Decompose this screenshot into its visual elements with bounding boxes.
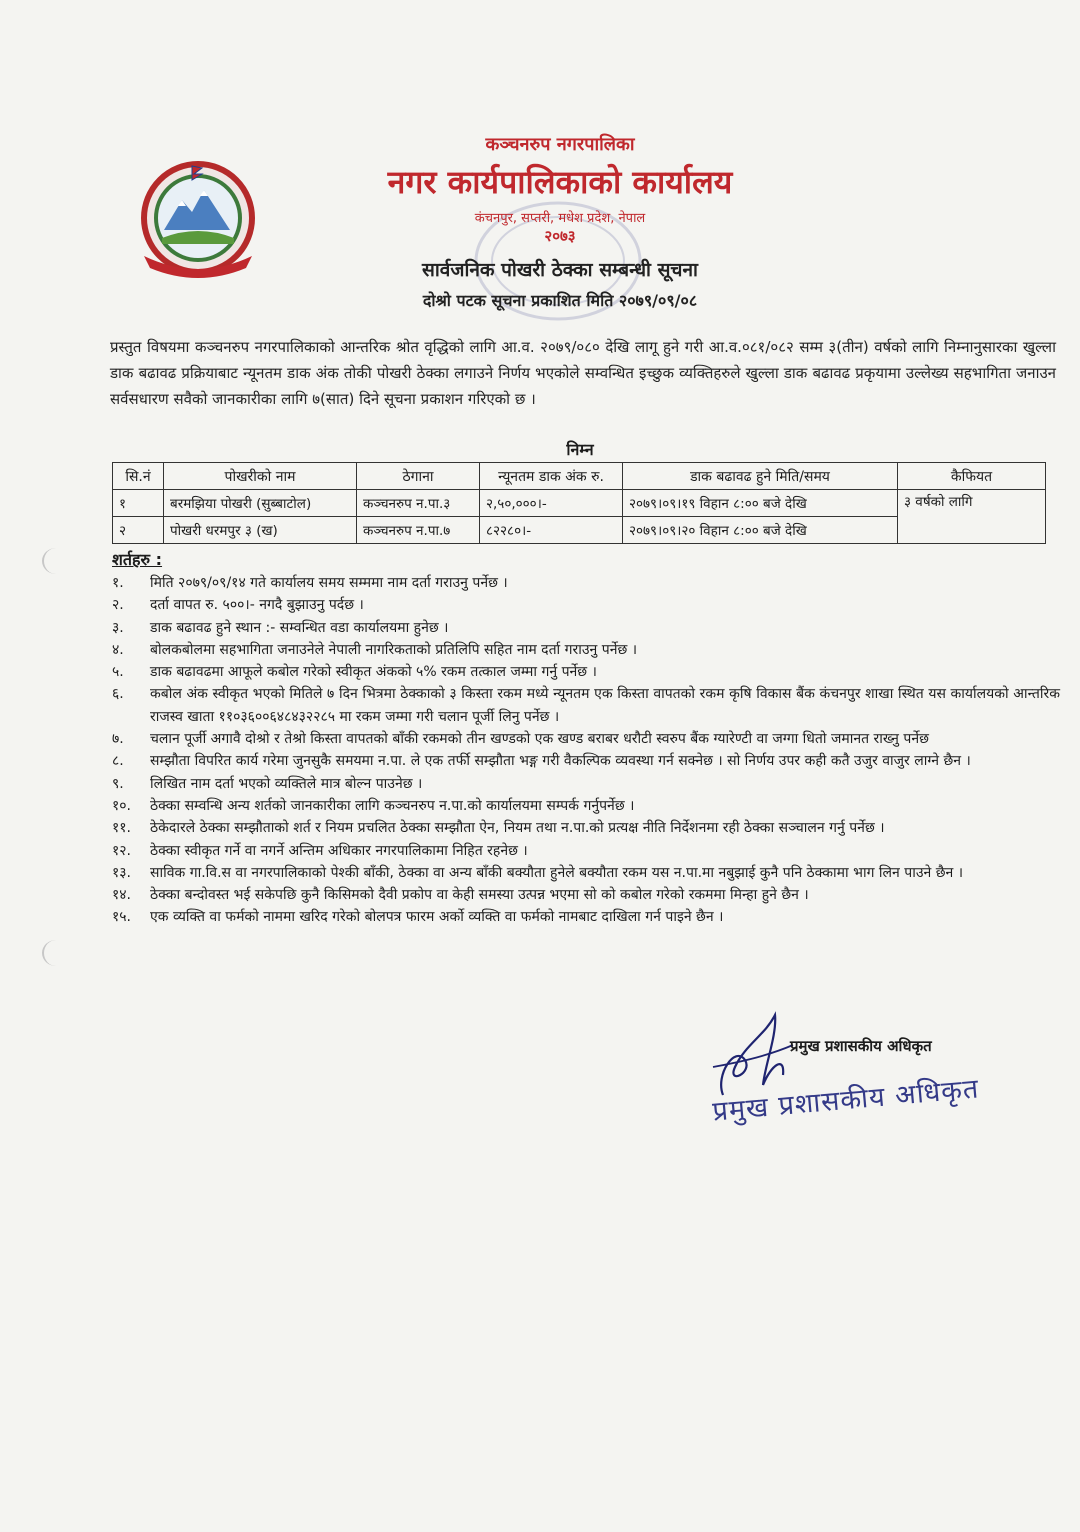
notice-title: सार्वजनिक पोखरी ठेक्का सम्बन्धी सूचना — [422, 259, 698, 281]
condition-number: ८. — [112, 753, 124, 770]
table-header-row — [113, 463, 1046, 490]
cell-remarks: ३ वर्षको लागि — [898, 490, 1046, 544]
nepal-emblem-logo — [134, 160, 262, 282]
conditions-heading: शर्तहरु : — [112, 550, 163, 569]
condition-item — [112, 639, 1060, 661]
condition-text: चलान पूर्जी अगावै दोश्रो र तेश्रो किस्ता वापतको बाँकी रकमको तीन खण्डको एक खण्ड बराबर धरौटी स्वरुप बैंक ग्यारेण्टी वा जग्गा धितो जमानत राख्नु पर्नेछ — [150, 731, 929, 748]
condition-number: १४. — [112, 887, 132, 904]
condition-text: साविक गा.वि.स वा नगरपालिकाको पेश्की बाँकी, ठेक्का वा अन्य बाँकी बक्यौता हुनेले बक्यौता रकम यस न.पा.मा नबुझाई कुनै पनि ठेक्कामा भाग लिन पाउने छैन । — [150, 864, 964, 881]
cell-address: कञ्चनरुप न.पा.३ — [357, 490, 480, 517]
condition-text: मिति २०७९/०९/१४ गते कार्यालय समय सम्ममा नाम दर्ता गराउनु पर्नेछ । — [150, 575, 508, 591]
cell-sn: २ — [113, 517, 164, 544]
cell-sn: १ — [113, 490, 164, 517]
condition-number: २. — [112, 597, 124, 614]
condition-text: ठेकेदारले ठेक्का सम्झौताको शर्त र नियम प्रचलित ठेक्का सम्झौता ऐन, नियम तथा न.पा.को प्रत्यक्ष नीति निर्देशनमा रही ठेक्का सञ्चालन गर्नु पर्नेछ । — [150, 820, 885, 837]
condition-number: १५. — [112, 909, 132, 926]
condition-text: सम्झौता विपरित कार्य गरेमा जुनसुकै समयमा न.पा. ले एक तर्फी सम्झौता भङ्ग गरी वैकल्पिक व्यवस्था गर्न सक्नेछ । सो निर्णय उपर कही कतै उजुर वाजुर लाग्ने छैन । — [150, 753, 971, 770]
header-min-bid: न्यूनतम डाक अंक रु. — [480, 463, 623, 490]
condition-number: ११. — [112, 820, 132, 837]
office-address: कंचनपुर, सप्तरी, मधेश प्रदेश, नेपाल — [474, 211, 646, 226]
punch-hole-mark — [42, 548, 70, 574]
header-remarks: कैफियत — [898, 463, 1046, 490]
condition-text: डाक बढावढ हुने स्थान :- सम्वन्धित वडा कार्यालयमा हुनेछ । — [150, 619, 449, 636]
publish-date-line: दोश्रो पटक सूचना प्रकाशित मिति २०७९/०९/०८ — [422, 291, 698, 310]
header-pond-name: पोखरीको नाम — [164, 463, 357, 490]
punch-hole-mark — [42, 940, 70, 966]
table-title: निम्न — [566, 440, 594, 459]
cell-pond-name: बरमझिया पोखरी (सुब्बाटोल) — [164, 490, 357, 517]
condition-text: डाक बढावढमा आफूले कबोल गरेको स्वीकृत अंकको ५% रकम तत्काल जम्मा गर्नु पर्नेछ । — [150, 664, 597, 681]
condition-number: १. — [112, 575, 124, 591]
condition-text: ठेक्का सम्वन्धि अन्य शर्तको जानकारीका लागि कञ्चनरुप न.पा.को कार्यालयमा सम्पर्क गर्नुपर्नेछ । — [150, 797, 635, 814]
condition-text: दर्ता वापत रु. ५००।- नगदै बुझाउनु पर्दछ । — [150, 597, 364, 614]
condition-text: बोलकबोलमा सहभागिता जनाउनेले नेपाली नागरिकताको प्रतिलिपि सहित नाम दर्ता गराउनु पर्नेछ । — [150, 641, 638, 658]
condition-text: ठेक्का स्वीकृत गर्ने वा नगर्ने अन्तिम अधिकार नगरपालिकामा निहित रहनेछ । — [150, 842, 528, 859]
pond-contract-table — [112, 462, 1046, 544]
condition-text: लिखित नाम दर्ता भएको व्यक्तिले मात्र बोल्न पाउनेछ । — [150, 775, 423, 792]
condition-number: १२. — [112, 842, 132, 859]
header-sn: सि.नं — [113, 463, 164, 490]
condition-number: ४. — [112, 641, 124, 658]
condition-number: ७. — [112, 731, 124, 748]
cell-bid-datetime: २०७९।०९।१९ विहान ८:०० बजे देखि — [623, 490, 898, 517]
established-year: २०७३ — [544, 227, 576, 245]
condition-item — [112, 750, 1060, 772]
condition-text: कबोल अंक स्वीकृत भएको मितिले ७ दिन भित्रमा ठेक्काको ३ किस्ता रकम मध्ये न्यूनतम एक किस्ता वापतको रकम कृषि विकास बैंक कंचनपुर शाखा स्थित यस कार्यालयको आन्तरिक राजस्व खाता ११०३६००६४८४३२२८५ मा रकम जम्मा गरी चलान पूर्जी लिनु पर्नेछ । — [150, 686, 1060, 725]
condition-item — [112, 906, 1060, 928]
signatory-title: प्रमुख प्रशासकीय अधिकृत — [790, 1037, 932, 1055]
office-title: नगर कार्यपालिकाको कार्यालय — [387, 163, 733, 201]
condition-item — [112, 773, 1060, 795]
cell-address: कञ्चनरुप न.पा.७ — [357, 517, 480, 544]
condition-text: एक व्यक्ति वा फर्मको नाममा खरिद गरेको बोलपत्र फारम अर्को व्यक्ति वा फर्मको नामबाट दाखिला गर्न पाइने छैन । — [150, 909, 724, 926]
table-row — [113, 490, 1046, 517]
cell-pond-name: पोखरी धरमपुर ३ (ख) — [164, 517, 357, 544]
condition-item — [112, 817, 1060, 839]
condition-item — [112, 572, 1060, 594]
header-bid-datetime: डाक बढावढ हुने मिति/समय — [623, 463, 898, 490]
condition-item — [112, 728, 1060, 750]
condition-number: १०. — [112, 797, 132, 814]
cell-bid-datetime: २०७९।०९।२० विहान ८:०० बजे देखि — [623, 517, 898, 544]
condition-item — [112, 683, 1060, 728]
cell-min-bid: २,५०,०००।- — [480, 490, 623, 517]
condition-number: १३. — [112, 864, 132, 881]
intro-paragraph: प्रस्तुत विषयमा कञ्चनरुप नगरपालिकाको आन्तरिक श्रोत वृद्धिको लागि आ.व. २०७९/०८० देखि लागू हुने गरी आ.व.०८१/०८२ सम्म ३(तीन) वर्षको लागि निम्नानुसारका खुल्ला डाक बढावढ प्रक्रियाबाट न्यूनतम डाक अंक तोकी पोखरी ठेक्का लगाउने निर्णय भएकोले सम्वन्धित इच्छुक व्यक्तिहरुले खुल्ला डाक बढावढ प्रकृयामा उल्लेख्य सहभागिता जनाउन सर्वसधारण सवैको जानकारीका लागि ७(सात) दिने सूचना प्रकाशन गरिएको छ । — [110, 338, 1056, 408]
condition-number: ५. — [112, 664, 124, 681]
condition-number: ३. — [112, 619, 124, 636]
condition-item — [112, 884, 1060, 906]
condition-item — [112, 795, 1060, 817]
condition-text: ठेक्का बन्दोवस्त भई सकेपछि कुनै किसिमको दैवी प्रकोप वा केही समस्या उत्पन्न भएमा सो को कबोल गरेको रकममा मिन्हा हुने छैन । — [150, 887, 809, 904]
condition-number: ६. — [112, 686, 124, 703]
conditions-list — [112, 572, 1060, 929]
condition-item — [112, 862, 1060, 884]
signatory-stamp: प्रमुख प्रशासकीय अधिकृत — [711, 1073, 981, 1128]
municipality-name: कञ्चनरुप नगरपालिका — [485, 134, 635, 155]
header-address: ठेगाना — [357, 463, 480, 490]
condition-item — [112, 840, 1060, 862]
condition-item — [112, 661, 1060, 683]
condition-number: ९. — [112, 775, 124, 792]
condition-item — [112, 594, 1060, 616]
cell-min-bid: ८२२८०।- — [480, 517, 623, 544]
condition-item — [112, 617, 1060, 639]
